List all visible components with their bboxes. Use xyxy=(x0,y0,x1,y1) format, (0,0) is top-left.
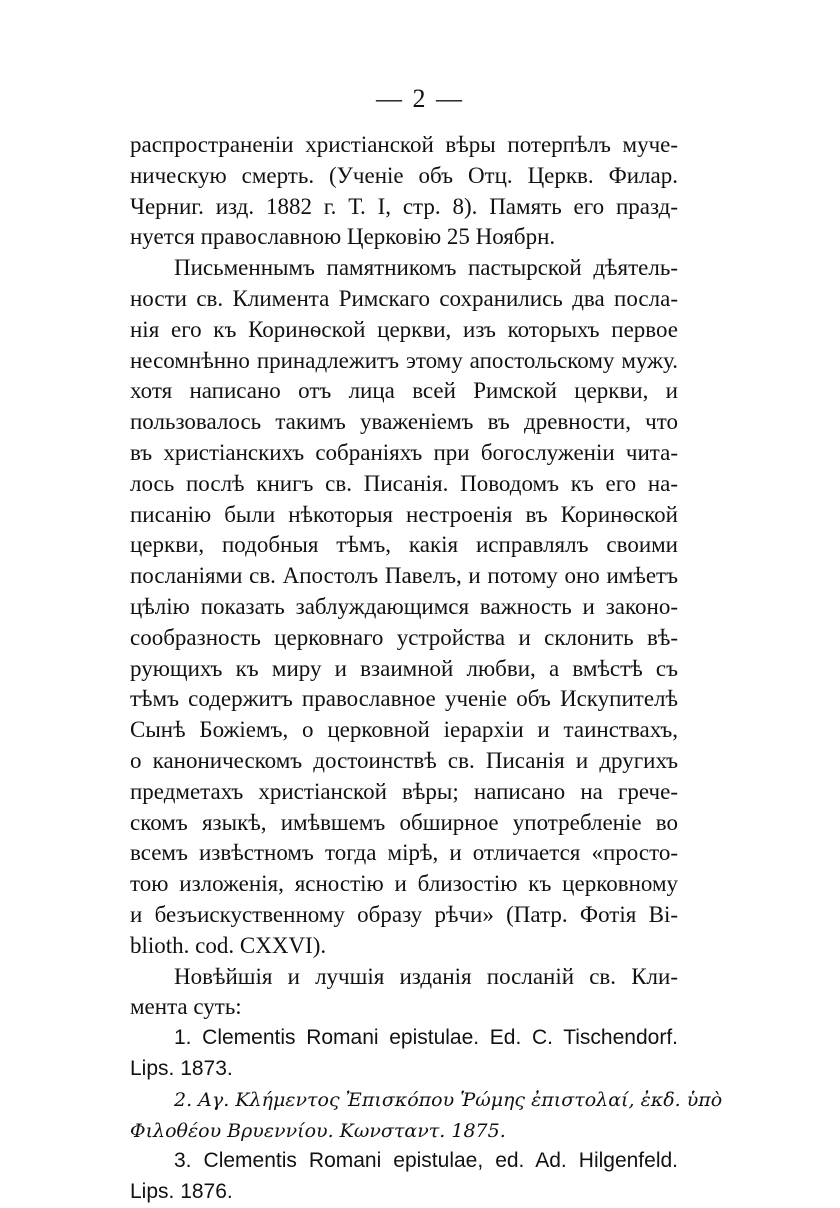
text-line: blioth. cod. CXXVI). xyxy=(130,932,327,958)
text-line: Φιλοθέου Βρυεννίου. Κωνσταντ. 1875. xyxy=(130,1119,506,1142)
text-line: и безъискуственному образу рѣчи» (Патр. Фотія Bi- xyxy=(130,901,678,927)
text-line: скомъ языкѣ, имѣвшемъ обширное употребленіе во xyxy=(130,809,678,835)
text-line: мента суть: xyxy=(130,994,242,1020)
text-line: писанію были нѣкоторыя нестроенія въ Коринѳской xyxy=(130,501,678,527)
text-line: Сынѣ Божіемъ, о церковной іерархіи и таинствахъ, xyxy=(130,717,678,743)
text-line: сообразность церковнаго устройства и склонить вѣ- xyxy=(130,624,678,650)
text-line: хотя написано отъ лица всей Римской церкви, и xyxy=(130,378,678,404)
text-line: тою изложенія, ясностію и близостію къ церковному xyxy=(130,871,678,897)
text-line: пользовалось такимъ уваженіемъ въ древности, что xyxy=(130,409,678,435)
text-line: посланіями св. Апостолъ Павелъ, и потому оно имѣетъ xyxy=(130,563,678,589)
text-line: Письменнымъ памятникомъ пастырской дѣятель- xyxy=(174,255,678,281)
text-line: о каноническомъ достоинствѣ св. Писанія и другихъ xyxy=(130,747,678,773)
paragraph-2 xyxy=(130,253,678,961)
text-line: Lips. 1873. xyxy=(130,1056,233,1080)
edition-entry xyxy=(130,1146,678,1208)
text-line: 1. Clementis Romani epistulae. Ed. C. Tischendorf. xyxy=(174,1026,678,1050)
paragraph-3 xyxy=(130,962,678,1024)
text-line: 2. Αγ. Κλήμεντος Ἐπισκόπου Ῥώμης ἐπιστολαί, ἐκδ. ὑπὸ xyxy=(174,1088,723,1111)
text-line: нуется православною Церковію 25 Ноябрн. xyxy=(130,224,556,250)
editions-list xyxy=(130,1023,723,1208)
text-line: Lips. 1876. xyxy=(130,1180,233,1204)
text-line: церкви, подобныя тѣмъ, какія исправлялъ своими xyxy=(130,532,678,558)
text-line: нія его къ Коринѳской церкви, изъ которыхъ первое xyxy=(130,316,678,342)
text-line: цѣлію показать заблуждающимся важность и законо- xyxy=(130,593,678,619)
text-line: рующихъ къ миру и взаимной любви, а вмѣстѣ съ xyxy=(130,655,678,681)
body-text xyxy=(130,130,723,1208)
text-line: въ христіанскихъ собраніяхъ при богослуженіи чита- xyxy=(130,439,678,465)
text-line: лось послѣ книгъ св. Писанія. Поводомъ къ его на- xyxy=(130,470,678,496)
text-line: ности св. Климента Римскаго сохранились два посла- xyxy=(130,285,678,311)
edition-entry xyxy=(130,1023,678,1085)
text-line: распространеніи христіанской вѣры потерпѣлъ муче- xyxy=(130,132,678,157)
text-line: тѣмъ содержитъ православное ученіе объ Искупителѣ xyxy=(130,686,678,712)
text-line: несомнѣнно принадлежитъ этому апостольскому мужу. xyxy=(130,347,678,373)
text-line: Новѣйшія и лучшія изданія посланій св. Кли- xyxy=(174,963,678,989)
text-line: 3. Clementis Romani epistulae, ed. Ad. Hilgenfeld. xyxy=(174,1149,678,1173)
paragraph-1 xyxy=(130,130,678,253)
text-line: предметахъ христіанской вѣры; написано на грече- xyxy=(130,778,678,804)
text-line: Черниг. изд. 1882 г. Т. I, стр. 8). Память его празд- xyxy=(130,193,678,219)
text-line: ническую смерть. (Ученіе объ Отц. Церкв. Филар. xyxy=(130,162,678,188)
edition-entry xyxy=(130,1085,723,1147)
page-number: — 2 — xyxy=(376,84,464,113)
text-line: всемъ извѣстномъ тогда мірѣ, и отличается «просто- xyxy=(130,840,678,866)
